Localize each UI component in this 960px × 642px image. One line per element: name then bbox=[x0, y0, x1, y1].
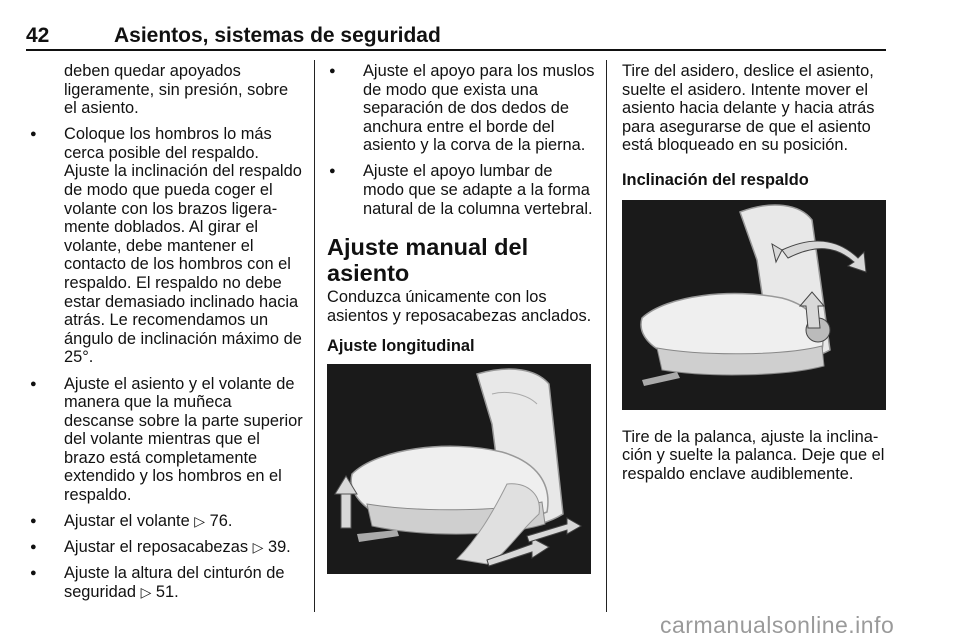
column-divider-2 bbox=[606, 60, 607, 612]
list-item: ● Ajuste el apoyo lumbar de modo que se adapte a la forma natural de la columna vertebral. bbox=[327, 162, 595, 218]
column-3 bbox=[622, 62, 890, 483]
page-ref-arrow-icon: ▷ bbox=[252, 539, 264, 556]
subsection-heading: Inclinación del respaldo bbox=[622, 170, 809, 189]
page-ref[interactable]: 76. bbox=[209, 512, 233, 531]
column-2 bbox=[327, 62, 595, 574]
list-item-text: Ajustar el reposacabezas bbox=[64, 538, 249, 557]
header-rule bbox=[26, 49, 886, 51]
continuation-text: deben quedar apoyados ligeramente, sin presión, sobre el asiento. bbox=[64, 62, 289, 118]
instruction-text: Tire de la palanca, ajuste la inclinación y suelte la palanca. Deje que el respaldo enclave audiblemente. bbox=[622, 427, 885, 483]
backrest-recline-illustration bbox=[622, 200, 886, 410]
list-item-text: Ajuste la altura del cinturón de seguridad bbox=[64, 564, 285, 601]
list-item: ● Ajuste el apoyo para los muslos de modo que exista una separación de dos dedos de anchura entre el borde del asiento y la corva de la pierna. bbox=[327, 62, 595, 155]
list-item bbox=[28, 512, 304, 531]
page-ref-arrow-icon: ▷ bbox=[140, 583, 152, 600]
page-ref[interactable]: 39. bbox=[267, 538, 291, 557]
bullet-list-2 bbox=[327, 62, 595, 218]
page-number: 42 bbox=[26, 24, 50, 47]
watermark: carmanualsonline.info bbox=[660, 612, 895, 638]
list-item: ● Ajuste el asiento y el volante de manera que la muñeca descanse sobre la parte superior del volante mientras que el brazo está completamente extendido y los hombros en el respaldo. bbox=[28, 375, 304, 505]
list-item: ● Coloque los hombros lo más cerca posible del respaldo. Ajuste la inclinación del respaldo de modo que pueda coger el volante con los brazos ligeramente doblados. Al girar el volante, debe mantener el contacto de los hombros con el respaldo. El respaldo no debe estar demasiado inclinado hacia atrás. Le recomendamos un ángulo de inclinación máximo de 25°. bbox=[28, 125, 304, 367]
instruction-text: Tire del asidero, deslice el asiento, suelte el asidero. Intente mover el asiento hacia delante y hacia atrás para asegurarse de que el asiento está bloqueado en su posición. bbox=[622, 62, 875, 155]
subsection-heading: Ajuste longitudinal bbox=[327, 337, 475, 356]
page-header bbox=[26, 24, 886, 48]
seat-longitudinal-illustration bbox=[327, 364, 591, 574]
list-item-text: Ajustar el volante bbox=[64, 512, 190, 531]
section-intro: Conduzca únicamente con los asientos y reposacabezas anclados. bbox=[327, 288, 592, 325]
page-title: Asientos, sistemas de seguridad bbox=[114, 24, 441, 47]
column-1 bbox=[28, 62, 304, 609]
list-item bbox=[28, 538, 304, 557]
bullet-list-1 bbox=[28, 125, 304, 601]
section-heading: Ajuste manual del asiento bbox=[327, 234, 529, 287]
page-ref[interactable]: 51. bbox=[155, 582, 179, 601]
page-ref-arrow-icon: ▷ bbox=[194, 513, 206, 530]
list-item bbox=[28, 564, 304, 601]
column-divider-1 bbox=[314, 60, 315, 612]
